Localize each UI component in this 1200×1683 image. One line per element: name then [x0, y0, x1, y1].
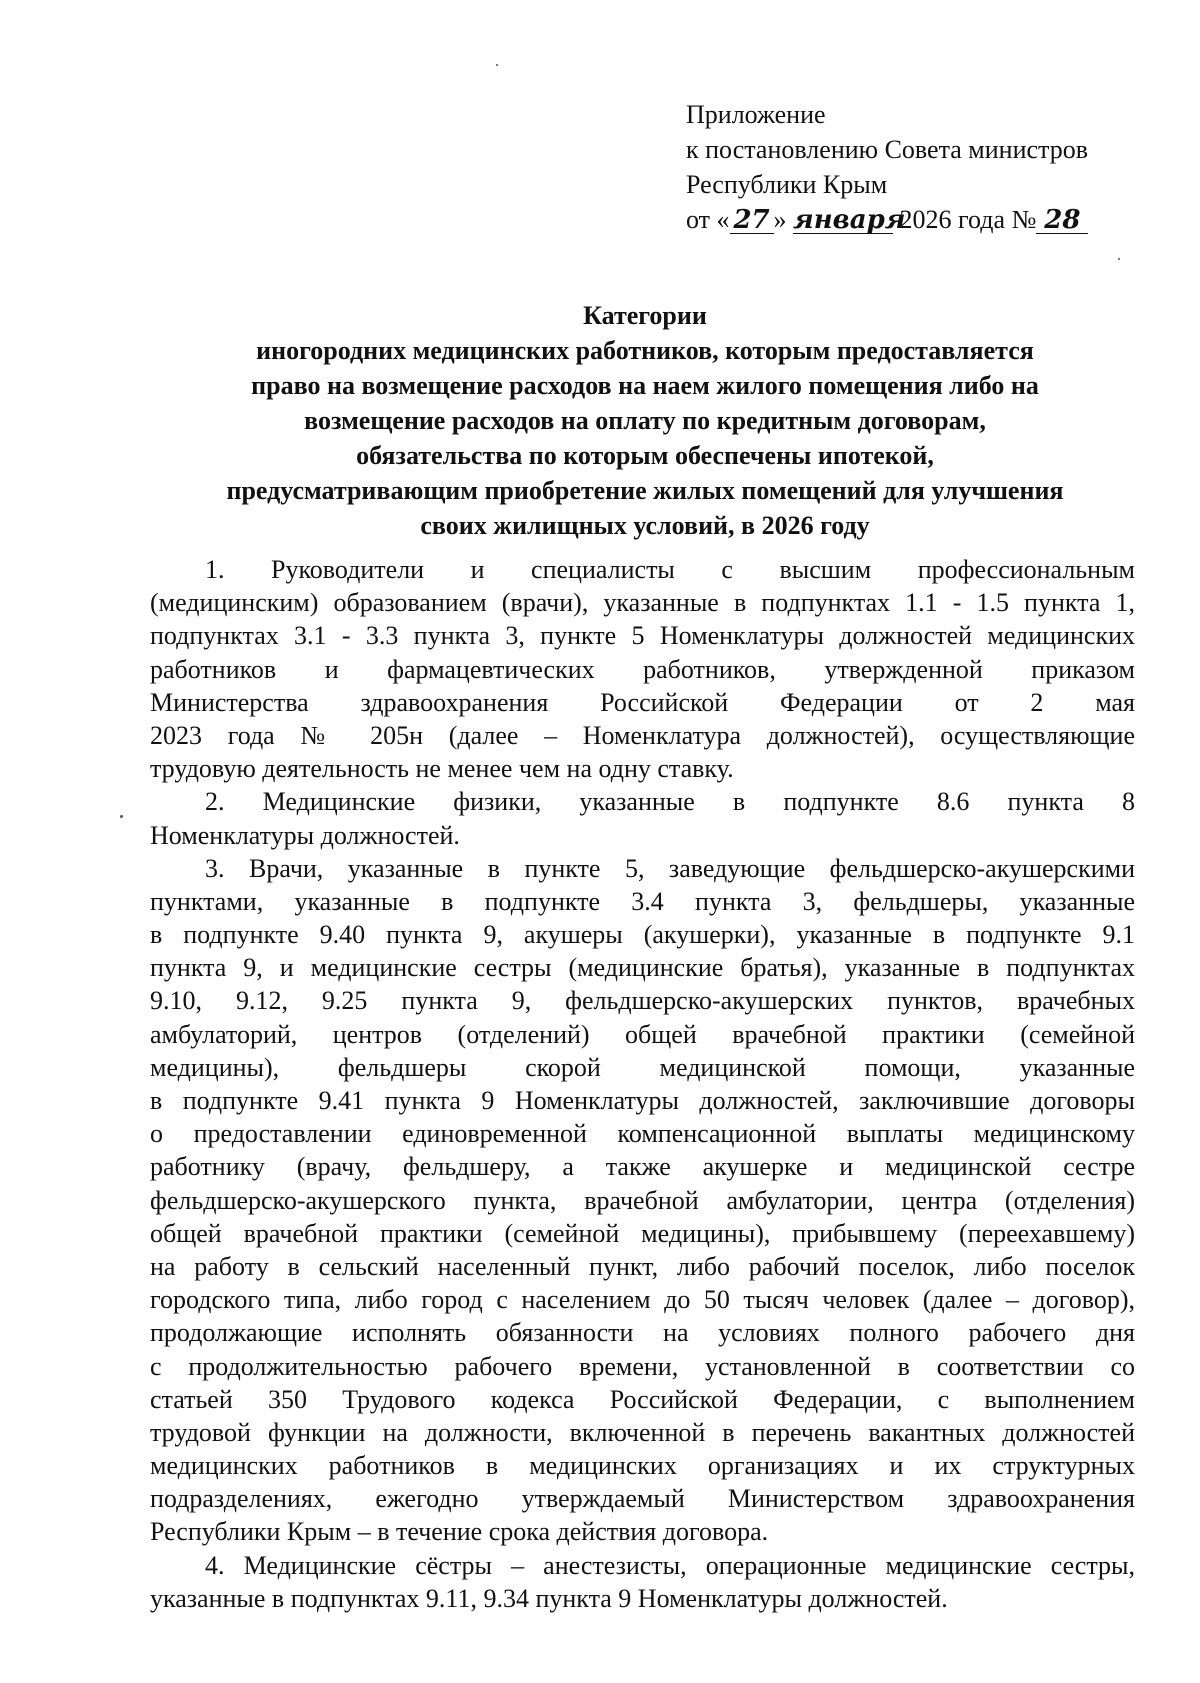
- paragraph-3-line: в подпункте 9.40 пункта 9, акушеры (акушерки), указанные в подпункте 9.1: [150, 920, 1135, 950]
- paragraph-3-line: медицинских работников в медицинских организациях и их структурных: [150, 1451, 1135, 1481]
- title-line: своих жилищных условий, в 2026 году: [420, 511, 870, 540]
- paragraph-3-line: 3. Врачи, указанные в пункте 5, заведующие фельдшерско-акушерскими: [205, 853, 1135, 883]
- title-line: предусматривающим приобретение жилых помещений для улучшения: [226, 476, 1064, 505]
- paragraph-1-line: (медицинским) образованием (врачи), указанные в подпунктах 1.1 - 1.5 пункта 1,: [150, 588, 1135, 618]
- paragraph-4-line: 4. Медицинские сёстры – анестезисты, операционные медицинские сестры,: [205, 1550, 1135, 1580]
- paragraph-3-line: амбулаторий, центров (отделений) общей врачебной практики (семейной: [150, 1019, 1135, 1049]
- paragraph-3-line: работнику (врачу, фельдшеру, а также акушерке и медицинской сестре: [150, 1152, 1135, 1182]
- date-mid: »: [773, 205, 787, 234]
- paragraph-2-line: 2. Медицинские физики, указанные в подпункте 8.6 пункта 8: [205, 787, 1135, 817]
- paragraph-3-line: трудовой функции на должности, включенной в перечень вакантных должностей: [150, 1417, 1135, 1447]
- paragraph-3-line: о предоставлении единовременной компенсационной выплаты медицинскому: [150, 1119, 1135, 1149]
- paragraph-3-line: фельдшерско-акушерского пункта, врачебной амбулатории, центра (отделения): [150, 1185, 1135, 1215]
- paragraph-1-line: подпунктах 3.1 - 3.3 пункта 3, пункте 5 Номенклатуры должностей медицинских: [150, 621, 1135, 651]
- paragraph-3-line: 9.10, 9.12, 9.25 пункта 9, фельдшерско-акушерских пунктов, врачебных: [150, 986, 1135, 1016]
- paragraph-1-line: трудовую деятельность не менее чем на одну ставку.: [150, 754, 734, 784]
- paragraph-3-line: с продолжительностью рабочего времени, установленной в соответствии со: [150, 1351, 1135, 1381]
- title-line: обязательства по которым обеспечены ипотекой,: [356, 441, 934, 470]
- document-body: [150, 553, 1135, 1615]
- handwritten-number: 28: [1036, 207, 1088, 234]
- paragraph-3-line: медицины), фельдшеры скорой медицинской помощи, указанные: [150, 1052, 1135, 1082]
- appendix-date-line: [686, 202, 1156, 237]
- paragraph-1-line: 2023 года № 205н (далее – Номенклатура должностей), осуществляющие: [150, 720, 1135, 750]
- appendix-header: [686, 97, 1156, 237]
- title-line: право на возмещение расходов на наем жилого помещения либо на: [251, 371, 1039, 400]
- paragraph-3-line: на работу в сельский населенный пункт, либо рабочий поселок, либо поселок: [150, 1251, 1135, 1281]
- paragraph-3-line: общей врачебной практики (семейной медицины), прибывшему (переехавшему): [150, 1218, 1135, 1248]
- scan-speck: [496, 64, 498, 66]
- paragraph-3-line: подразделениях, ежегодно утверждаемый Министерством здравоохранения: [150, 1484, 1135, 1514]
- paragraph-1-line: работников и фармацевтических работников, утвержденной приказом: [150, 654, 1135, 684]
- appendix-republic: Республики Крым: [686, 170, 888, 199]
- handwritten-month: января: [793, 205, 906, 235]
- date-prefix: от «: [686, 205, 730, 234]
- paragraph-3-line: в подпункте 9.41 пункта 9 Номенклатуры должностей, заключившие договоры: [150, 1086, 1135, 1115]
- handwritten-day: 27: [730, 207, 774, 234]
- date-year: 2026 года №: [899, 205, 1037, 234]
- paragraph-1-line: 1. Руководители и специалисты с высшим профессиональным: [205, 555, 1135, 584]
- paragraph-2-line: Номенклатуры должностей.: [150, 820, 460, 850]
- scan-speck: [120, 815, 123, 818]
- document-title: [150, 298, 1140, 543]
- paragraph-3-line: пунктами, указанные в подпункте 3.4 пункта 3, фельдшеры, указанные: [150, 886, 1135, 916]
- title-line: возмещение расходов на оплату по кредитным договорам,: [304, 406, 986, 435]
- scan-speck: [1118, 258, 1120, 260]
- paragraph-3-line: городского типа, либо город с населением до 50 тысяч человек (далее – договор),: [150, 1285, 1135, 1315]
- title-line: иногородних медицинских работников, которым предоставляется: [256, 336, 1034, 365]
- paragraph-3-line: продолжающие исполнять обязанности на условиях полного рабочего дня: [150, 1318, 1135, 1348]
- paragraph-1-line: Министерства здравоохранения Российской Федерации от 2 мая: [150, 687, 1135, 717]
- paragraph-3-line: пункта 9, и медицинские сестры (медицинские братья), указанные в подпунктах: [150, 953, 1135, 983]
- paragraph-3-line: статьей 350 Трудового кодекса Российской Федерации, с выполнением: [150, 1384, 1135, 1414]
- title-line: Категории: [583, 301, 707, 330]
- appendix-resolution-ref: к постановлению Совета министров: [686, 135, 1088, 164]
- paragraph-4-line: указанные в подпунктах 9.11, 9.34 пункта 9 Номенклатуры должностей.: [150, 1583, 948, 1613]
- appendix-label: Приложение: [686, 100, 826, 129]
- paragraph-3-line: Республики Крым – в течение срока действия договора.: [150, 1517, 769, 1547]
